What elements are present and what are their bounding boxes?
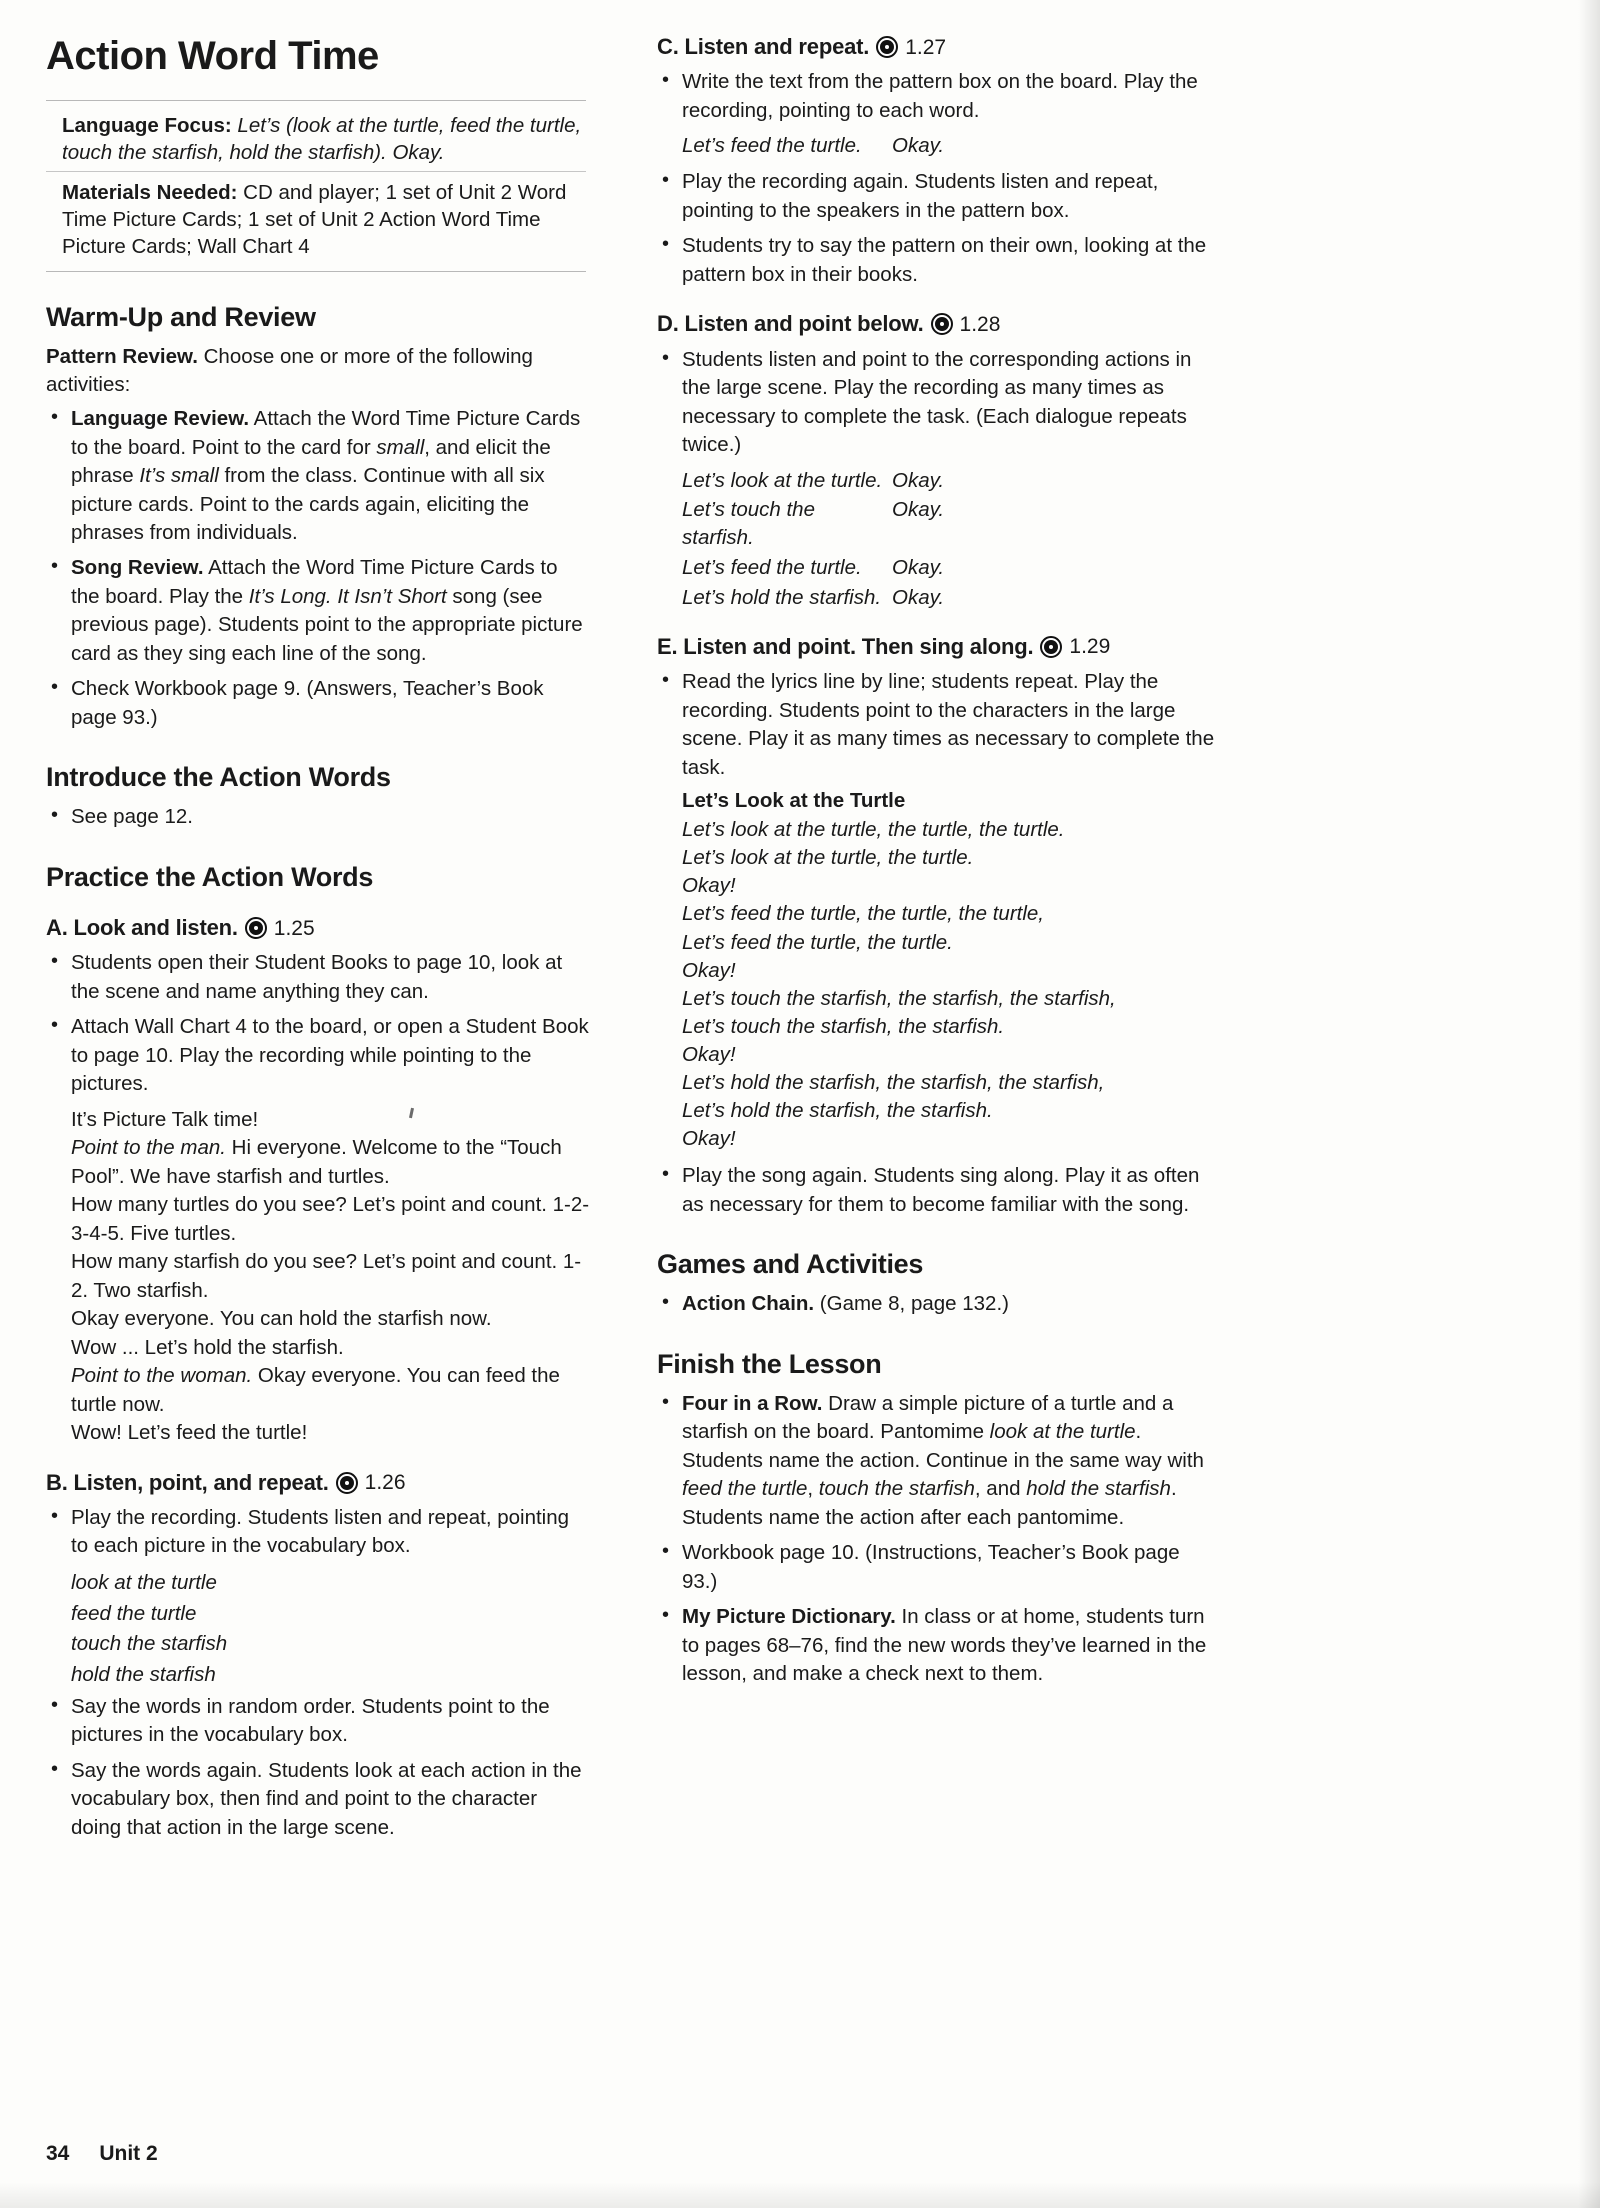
dialogue-response: Okay. <box>892 586 945 609</box>
emphasis-text: It’s Long. It Isn’t Short <box>248 584 447 608</box>
song-block <box>682 789 1217 1153</box>
page-edge-shadow <box>1578 0 1600 2208</box>
dialogue-prompt: Let’s feed the turtle. <box>682 556 862 580</box>
list-item-text: Workbook page 10. (Instructions, Teacher’s Book page 93.) <box>682 1541 1180 1593</box>
list-item-label: My Picture Dictionary. <box>682 1605 896 1629</box>
list-item-label: Song Review. <box>71 556 204 580</box>
lyric-line: Let’s touch the starfish, the starfish. <box>682 1014 1005 1038</box>
heading-finish-the-lesson: Finish the Lesson <box>657 1348 882 1379</box>
script-line <box>71 1419 591 1447</box>
activity-d-label: D. Listen and point below. <box>657 311 924 337</box>
dialogue-prompt: Let’s touch the starfish. <box>682 498 815 550</box>
lyric-line: Okay! <box>682 1127 736 1151</box>
list-item: • Say the words in random order. Students point to the pictures in the vocabulary box. <box>46 1693 591 1750</box>
list-item-text: song (see previous page). Students point to the appropriate picture card as they sing each line of the song. <box>71 584 583 665</box>
activity-e-heading <box>657 634 1217 660</box>
lyric-line: Let’s feed the turtle, the turtle, the turtle, <box>682 902 1045 926</box>
language-focus-label: Language Focus: <box>62 114 232 137</box>
script-line-text: How many turtles do you see? Let’s point and count. 1-2-3-4-5. Five turtles. <box>71 1193 590 1245</box>
emphasis-text: feed the turtle <box>682 1477 808 1501</box>
list-item: • Students listen and point to the corresponding actions in the large scene. Play the recording as many times as necessary to complete the task. (Each dialogue repeats twice.) <box>657 346 1217 460</box>
song-lyrics <box>682 816 1217 1153</box>
script-line <box>71 1191 591 1248</box>
list-item: • Students open their Student Books to page 10, look at the scene and name anything they can. <box>46 949 591 1006</box>
activity-d-heading <box>657 311 1217 337</box>
page-title: Action Word Time <box>46 34 379 78</box>
activity-e-first-bullet <box>657 668 1217 782</box>
warm-up-bullet-list <box>46 405 591 732</box>
activity-a-track: 1.25 <box>273 916 315 940</box>
heading-warm-up: Warm-Up and Review <box>46 302 316 333</box>
dialogue-prompt: Let’s hold the starfish. <box>682 586 882 609</box>
heading-practice-action-words: Practice the Action Words <box>46 861 374 892</box>
activity-c-track: 1.27 <box>905 35 947 59</box>
list-item-text: In class or at home, students turn to pages 68–76, find the new words they’ve learned in the lesson, and make a check next to them. <box>682 1605 1207 1686</box>
lyric-line: Okay! <box>682 1042 736 1066</box>
stage-direction: Point to the man. <box>71 1136 226 1160</box>
page-bottom-shadow <box>0 2182 1600 2208</box>
list-item: • Play the recording again. Students listen and repeat, pointing to the speakers in the pattern box. <box>657 168 1217 225</box>
two-column-layout <box>40 28 1560 1849</box>
list-item: • Read the lyrics line by line; students repeat. Play the recording. Students point to the characters in the large scene. Play it as many times as necessary to complete the task. <box>657 668 1217 782</box>
activity-e-last-bullet <box>657 1162 1217 1219</box>
activity-a-script <box>46 1106 591 1448</box>
list-item: • Write the text from the pattern box on the board. Play the recording, pointing to each word. <box>657 68 1217 125</box>
vocabulary-word: look at the turtle <box>71 1570 217 1594</box>
emphasis-text: look at the turtle <box>989 1420 1136 1444</box>
activity-a-label: A. Look and listen. <box>46 914 238 940</box>
footer-page-number: 34 <box>46 2142 70 2165</box>
activity-b-first-bullet <box>46 1504 591 1561</box>
list-item-text: from the class. Continue with all six picture cards. Point to the cards again, eliciting the phrases from individuals. <box>71 464 545 544</box>
activity-d-first-bullet <box>657 346 1217 460</box>
dialogue-prompt: Let’s look at the turtle. <box>682 468 883 492</box>
list-item <box>46 675 591 732</box>
activity-e-label: E. Listen and point. Then sing along. <box>657 633 1034 659</box>
song-title: Let’s Look at the Turtle <box>682 789 906 813</box>
list-item <box>657 1290 1217 1318</box>
list-item: • See page 12. <box>46 803 591 831</box>
dialogue-response: Okay. <box>892 468 945 492</box>
activity-b-track: 1.26 <box>364 1471 406 1495</box>
heading-games-and-activities: Games and Activities <box>657 1249 924 1280</box>
vocabulary-word: feed the turtle <box>71 1601 197 1625</box>
list-item-text: , and <box>974 1477 1027 1501</box>
heading-introduce-action-words: Introduce the Action Words <box>46 762 391 793</box>
emphasis-text: touch the starfish <box>818 1477 975 1501</box>
list-item-text: . Students name the action after each pantomime. <box>682 1477 1177 1529</box>
script-line <box>71 1134 591 1191</box>
activity-c-label: C. Listen and repeat. <box>657 34 870 59</box>
list-item: • Students try to say the pattern on their own, looking at the pattern box in their books. <box>657 232 1217 289</box>
dialogue-line <box>682 496 1217 552</box>
cd-audio-icon <box>876 36 898 58</box>
activity-d-dialogue-list <box>682 467 1217 612</box>
list-item: • Attach Wall Chart 4 to the board, or open a Student Book to page 10. Play the recording while pointing to the pictures. <box>46 1013 591 1098</box>
language-focus-row <box>46 109 586 171</box>
right-column <box>657 28 1217 1849</box>
activity-a-heading <box>46 915 591 941</box>
script-line-text: Hi everyone. Welcome to the “Touch Pool”. We have starfish and turtles. <box>71 1136 562 1188</box>
materials-needed-label: Materials Needed: <box>62 180 238 204</box>
script-line <box>71 1248 591 1305</box>
list-item-text: , and elicit the phrase <box>71 435 551 488</box>
list-item-label: Language Review. <box>71 407 250 431</box>
finish-bullet-list <box>657 1390 1217 1689</box>
lesson-info-box <box>46 100 586 272</box>
list-item-label: Four in a Row. <box>682 1391 823 1415</box>
list-item: • Play the recording. Students listen and repeat, pointing to each picture in the vocabulary box. <box>46 1504 591 1561</box>
script-line-text: Wow ... Let’s hold the starfish. <box>71 1335 344 1359</box>
list-item <box>657 1603 1217 1688</box>
pattern-review-text: Choose one or more of the following activities: <box>46 345 533 397</box>
pattern-review-lead <box>46 343 591 399</box>
dialogue-response: Okay. <box>892 556 945 580</box>
list-item <box>46 405 591 547</box>
vocabulary-word: touch the starfish <box>71 1632 228 1656</box>
cd-audio-icon <box>931 313 953 335</box>
list-item-text: Check Workbook page 9. (Answers, Teacher’s Book page 93.) <box>71 677 544 729</box>
script-line-text: Okay everyone. You can hold the starfish now. <box>71 1307 492 1331</box>
materials-needed-text: CD and player; 1 set of Unit 2 Word Time Picture Cards; 1 set of Unit 2 Action Word Time Picture Cards; Wall Chart 4 <box>62 180 567 258</box>
activity-e-track: 1.29 <box>1069 635 1111 659</box>
page-footer <box>46 2142 158 2166</box>
list-item: • Say the words again. Students look at each action in the vocabulary box, then find and point to the character doing that action in the large scene. <box>46 1757 591 1842</box>
lyric-line: Okay! <box>682 958 736 982</box>
list-item-text: Draw a simple picture of a turtle and a starfish on the board. Pantomime <box>682 1391 1174 1444</box>
lyric-line: Let’s touch the starfish, the starfish, the starfish, <box>682 986 1116 1010</box>
games-bullet-list <box>657 1290 1217 1318</box>
list-item <box>657 1539 1217 1596</box>
lyric-line: Let’s hold the starfish, the starfish, the starfish, <box>682 1070 1105 1094</box>
emphasis-text: small <box>376 435 425 459</box>
game-name: Action Chain. <box>682 1292 815 1316</box>
dialogue-response: Okay. <box>892 498 945 522</box>
cd-audio-icon <box>336 1472 358 1494</box>
script-line <box>71 1106 591 1134</box>
left-column <box>46 28 591 1849</box>
script-line <box>71 1305 591 1333</box>
lyric-line: Let’s hold the starfish, the starfish. <box>682 1098 993 1122</box>
stage-direction: Point to the woman. <box>71 1364 253 1388</box>
cd-audio-icon <box>245 917 267 939</box>
activity-b-label: B. Listen, point, and repeat. <box>46 1469 329 1495</box>
activity-a-bullet-list <box>46 949 591 1098</box>
vocabulary-word: hold the starfish <box>71 1663 216 1687</box>
pattern-speaker-b: Okay. <box>892 134 945 158</box>
pattern-review-label: Pattern Review. <box>46 345 198 369</box>
cd-audio-icon <box>1040 636 1062 658</box>
activity-b-heading <box>46 1470 591 1496</box>
lyric-line: Okay! <box>682 874 736 898</box>
footer-unit-label: Unit 2 <box>99 2142 158 2165</box>
list-item <box>657 1390 1217 1532</box>
materials-needed-row <box>46 171 586 265</box>
pattern-box-line <box>682 132 1217 160</box>
script-line-text: How many starfish do you see? Let’s point and count. 1-2. Two starfish. <box>71 1250 582 1302</box>
lyric-line: Let’s look at the turtle, the turtle. <box>682 846 974 870</box>
dialogue-line <box>682 467 1217 495</box>
list-item: • Play the song again. Students sing along. Play it as often as necessary for them to become familiar with the song. <box>657 1162 1217 1219</box>
list-item-text: Attach the Word Time Picture Cards to the board. Play the <box>71 556 558 608</box>
script-line <box>71 1334 591 1362</box>
list-item-text: Attach the Word Time Picture Cards to the board. Point to the card for <box>71 407 581 459</box>
script-line-text: Okay everyone. You can feed the turtle now. <box>71 1364 560 1416</box>
emphasis-text: It’s small <box>139 464 219 488</box>
emphasis-text: hold the starfish <box>1026 1477 1171 1501</box>
dialogue-line <box>682 554 1217 582</box>
lyric-line: Let’s feed the turtle, the turtle. <box>682 930 953 954</box>
pattern-speaker-a: Let’s feed the turtle. <box>682 134 862 158</box>
activity-c-first-bullet <box>657 68 1217 125</box>
list-item-text: . Students name the action. Continue in the same way with <box>682 1420 1204 1472</box>
list-item <box>46 554 591 668</box>
dialogue-line <box>682 584 1217 612</box>
activity-c-heading <box>657 34 1217 60</box>
language-focus-text: Let’s (look at the turtle, feed the turtle, touch the starfish, hold the starfish). Okay. <box>62 114 582 165</box>
activity-b-bullet-list <box>46 1693 591 1842</box>
vocabulary-box-words <box>46 1568 591 1691</box>
lyric-line: Let’s look at the turtle, the turtle, the turtle. <box>682 818 1065 842</box>
script-line-text: It’s Picture Talk time! <box>71 1107 259 1131</box>
script-line-text: Wow! Let’s feed the turtle! <box>71 1421 308 1445</box>
introduce-bullet-list <box>46 803 591 831</box>
game-reference: (Game 8, page 132.) <box>814 1292 1009 1316</box>
script-line <box>71 1362 591 1419</box>
activity-d-track: 1.28 <box>959 312 1001 336</box>
activity-c-bullet-list <box>657 168 1217 289</box>
list-item-text: , <box>807 1477 819 1501</box>
